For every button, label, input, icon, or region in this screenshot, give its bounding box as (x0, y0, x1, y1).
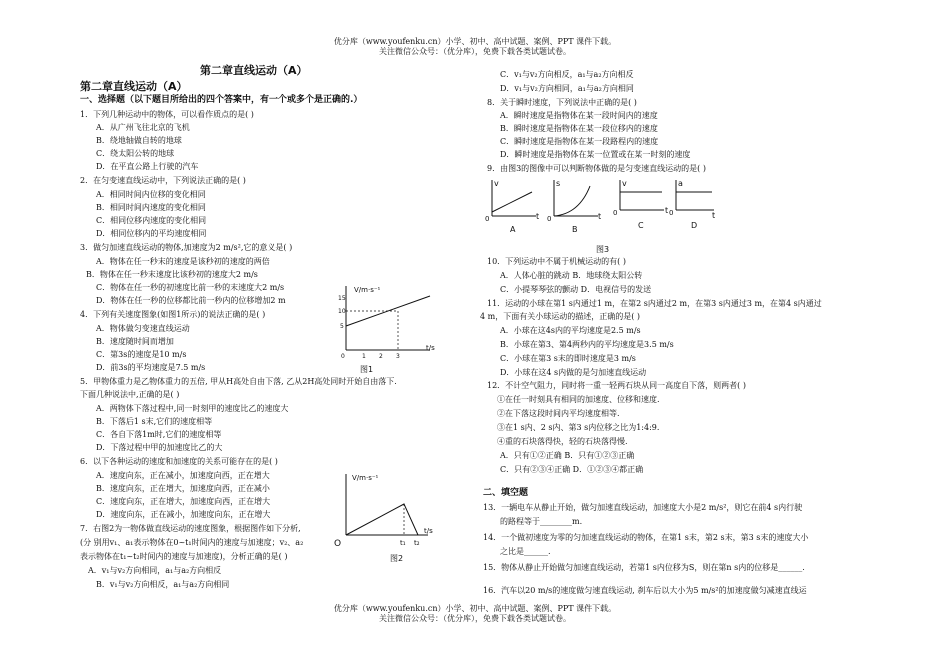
fig2-caption: 图2 (390, 554, 404, 563)
fig1-ytick: 5 (340, 323, 344, 330)
question-13-cont: 的路程等于________m. (500, 517, 583, 526)
svg-text:t: t (665, 206, 669, 215)
option: A．物体在任一秒末的速度是该秒初的速度的两倍 (96, 257, 270, 266)
fig1-caption: 图1 (360, 365, 374, 374)
svg-text:0: 0 (547, 215, 552, 223)
option: C．只有②③④正确 D．①②③④都正确 (500, 465, 644, 474)
option: A．两物体下落过程中,同一时刻甲的速度比乙的速度大 (96, 404, 289, 413)
question-14: 14．一个做初速度为零的匀加速直线运动的物体，在第1 s末，第2 s末，第3 s末的速度大小 (483, 533, 809, 542)
option: C．绕太阳公转的地球 (96, 149, 175, 158)
svg-text:0: 0 (669, 209, 674, 217)
fig2-xlabel: t/s (424, 527, 433, 535)
footer-line-2: 关注微信公众号：（优分库），免费下载各类试题试卷。 (379, 614, 571, 623)
fig1-ytick: 10 (338, 308, 346, 315)
option: A．只有①②正确 B．只有①②③正确 (500, 451, 635, 460)
fig1-ytick: 15 (338, 295, 346, 302)
option: C．瞬时速度是指物体在某一段路程内的速度 (500, 137, 659, 146)
option: B．v₁与v₂方向相反，a₁与a₂方向相同 (96, 580, 230, 589)
option: C．小提琴琴弦的颤动 D．电视信号的发送 (500, 285, 652, 294)
fig2-xtick: t₁ (400, 539, 406, 547)
question-14-cont: 之比是______. (500, 547, 551, 556)
fig1-origin: 0 (341, 353, 345, 360)
header-line-2: 关注微信公众号：（优分库），免费下载各类试题试卷。 (379, 47, 571, 56)
option: C．相同位移内速度的变化相同 (96, 216, 207, 225)
center-title: 第二章直线运动（A） (200, 64, 308, 77)
option: A．v₁与v₂方向相同，a₁与a₂方向相反 (88, 566, 222, 575)
svg-text:t: t (536, 212, 540, 221)
question-13: 13．一辆电车从静止开始，做匀加速直线运动，加速度大小是2 m/s²，则它在前4 s内行驶 (483, 503, 803, 512)
option: B．绕地轴做自转的地球 (96, 136, 182, 145)
question-5-cont: 下面几种说法中,正确的是( ) (80, 390, 180, 399)
footer-line-1: 优分库（www.youfenku.cn）小学、初中、高中试题、案例、PPT 课件下载。 (333, 604, 617, 613)
option: A．瞬时速度是指物体在某一段时间内的速度 (500, 111, 658, 120)
option: C．物体在任一秒的初速度比前一秒的末速度大2 m/s (96, 283, 285, 292)
svg-text:0: 0 (485, 215, 490, 223)
question-10: 10．下列运动中不属于机械运动的有( ) (487, 257, 626, 266)
question-16: 16．汽车以20 m/s的速度做匀速直线运动, 刹车后以大小为5 m/s²的加速度做匀减速直线运 (483, 586, 807, 595)
question-4: 4．下列有关速度图象(如图1所示)的说法正确的是( ) (80, 310, 266, 319)
header-line-1: 优分库（www.youfenku.cn）小学、初中、高中试题、案例、PPT 课件下载。 (333, 37, 617, 46)
option: B．瞬时速度是指物体在某一段位移内的速度 (500, 124, 658, 133)
fig3-graph-b (547, 179, 601, 234)
fig3-graph-c (613, 179, 668, 230)
option: B．速度向东，正在增大，加速度向西，正在减小 (96, 484, 270, 493)
option: A．物体做匀变速直线运动 (96, 324, 190, 333)
option: C．各自下落1m时,它们的速度相等 (96, 430, 222, 439)
question-7-cont: 表示物体在t₁~t₂时间内的速度与加速度)，分析正确的是( ) (80, 552, 288, 561)
option: C．第3s的速度是10 m/s (96, 350, 187, 359)
figure-1-velocity-graph (330, 280, 440, 375)
section-choice-heading: 一、选择题（以下题目所给出的四个答案中，有一个或多个是正确的.） (80, 95, 363, 105)
svg-text:0: 0 (613, 209, 618, 217)
svg-text:s: s (556, 179, 561, 188)
figure-2-velocity-graph (330, 470, 440, 570)
option: A．相同时间内位移的变化相同 (96, 190, 206, 199)
question-3: 3．做匀加速直线运动的物体,加速度为2 m/s²,它的意义是( ) (80, 243, 293, 252)
option: B．小球在第3、第4两秒内的平均速度是3.5 m/s (500, 340, 674, 349)
option: C．v₁与v₂方向相反，a₁与a₂方向相反 (500, 70, 634, 79)
option: D．瞬时速度是指物体在某一位置或在某一时刻的速度 (500, 150, 691, 159)
svg-text:t: t (712, 211, 716, 220)
question-7-cont: (分 别用v₁、a₁表示物体在0~t₁时间内的速度与加速度；v₂、a₂ (80, 538, 304, 547)
question-15: 15．物体从静止开始做匀加速直线运动，若第1 s内位移为S，则在第n s内的位移是______. (483, 563, 805, 572)
question-6: 6．以下各种运动的速度和加速度的关系可能存在的是( ) (80, 457, 278, 466)
statement: ③在1 s内、2 s内、第3 s内位移之比为1:4:9. (497, 423, 660, 432)
option: B．速度随时间而增加 (96, 337, 174, 346)
fig3-caption: 图3 (596, 245, 610, 254)
question-11-cont: 4 m，下面有关小球运动的描述，正确的是( ) (480, 312, 641, 321)
svg-text:t: t (598, 212, 602, 221)
option: A．小球在这4s内的平均速度是2.5 m/s (500, 326, 641, 335)
option: B．相同时间内速度的变化相同 (96, 203, 206, 212)
question-11: 11．运动的小球在第1 s内通过1 m，在第2 s内通过2 m，在第3 s内通过3 m，在第4 s内通过 (487, 299, 822, 308)
fig2-origin: O (334, 539, 342, 549)
figure-3-graphs (484, 176, 714, 256)
option: D．下落过程中甲的加速度比乙的大 (96, 443, 223, 452)
fig2-ylabel: V/m·s⁻¹ (352, 474, 379, 482)
fig3-label-c: C (638, 221, 644, 230)
option: D．小球在这4 s内做的是匀加速直线运动 (500, 368, 647, 377)
page-title: 第二章直线运动（A） (80, 80, 188, 93)
fig3-graph-d (669, 179, 715, 230)
question-1: 1．下列几种运动中的物体，可以看作质点的是( ) (80, 110, 254, 119)
option: D．物体在任一秒的位移都比前一秒内的位移增加2 m (96, 296, 286, 305)
option: A．人体心脏的跳动 B．地球绕太阳公转 (500, 271, 643, 280)
question-5: 5．甲物体重力是乙物体重力的五倍, 甲从H高处自由下落, 乙从2H高处同时开始自由落下. (80, 377, 397, 386)
fig3-label-b: B (572, 225, 578, 234)
svg-text:v: v (622, 179, 627, 188)
question-9: 9．由图3的图像中可以判断物体做的是匀变速直线运动的是( ) (487, 164, 706, 173)
svg-text:a: a (678, 179, 683, 188)
option: D．v₁与v₂方向相同，a₁与a₂方向相同 (500, 84, 634, 93)
fig1-xtick: 2 (379, 353, 383, 360)
statement: ①在任一时刻具有相同的加速度、位移和速度. (497, 395, 660, 404)
fig1-xtick: 3 (396, 353, 400, 360)
fig2-xtick: t₂ (414, 539, 420, 547)
option: D．前3s的平均速度是7.5 m/s (96, 363, 206, 372)
question-8: 8．关于瞬时速度，下列说法中正确的是( ) (487, 98, 637, 107)
statement: ②在下落这段时间内平均速度相等. (497, 409, 620, 418)
fig3-label-d: D (691, 221, 698, 230)
option: A．从广州飞往北京的飞机 (96, 123, 190, 132)
option: A．速度向东，正在减小，加速度向西，正在增大 (96, 471, 270, 480)
section-fill-heading: 二、填空题 (483, 488, 529, 498)
option: D．速度向东，正在减小，加速度向东，正在增大 (96, 510, 271, 519)
fig3-graph-a (485, 179, 539, 234)
question-7: 7．右图2为一物体做直线运动的速度图象，根据图作如下分析, (80, 524, 301, 533)
option: D．相同位移内的平均速度相同 (96, 229, 207, 238)
fig1-ylabel: V/m·s⁻¹ (354, 286, 381, 294)
question-2: 2．在匀变速直线运动中，下列说法正确的是( ) (80, 176, 246, 185)
option: C．速度向东，正在增大，加速度向西，正在增大 (96, 497, 271, 506)
question-12: 12．不计空气阻力，同时将一重一轻两石块从同一高度自下落，则两者( ) (487, 381, 746, 390)
option: B．物体在任一秒末速度比该秒初的速度大2 m/s (86, 270, 258, 279)
option: D．在平直公路上行驶的汽车 (96, 162, 199, 171)
option: C．小球在第3 s末的即时速度是3 m/s (500, 354, 636, 363)
fig1-xtick: 1 (362, 353, 366, 360)
svg-text:v: v (494, 179, 499, 188)
fig1-xlabel: t/s (426, 344, 435, 352)
fig3-label-a: A (510, 225, 516, 234)
option: B．下落后1 s末,它们的速度相等 (96, 417, 213, 426)
statement: ④重的石块落得快，轻的石块落得慢. (497, 437, 628, 446)
